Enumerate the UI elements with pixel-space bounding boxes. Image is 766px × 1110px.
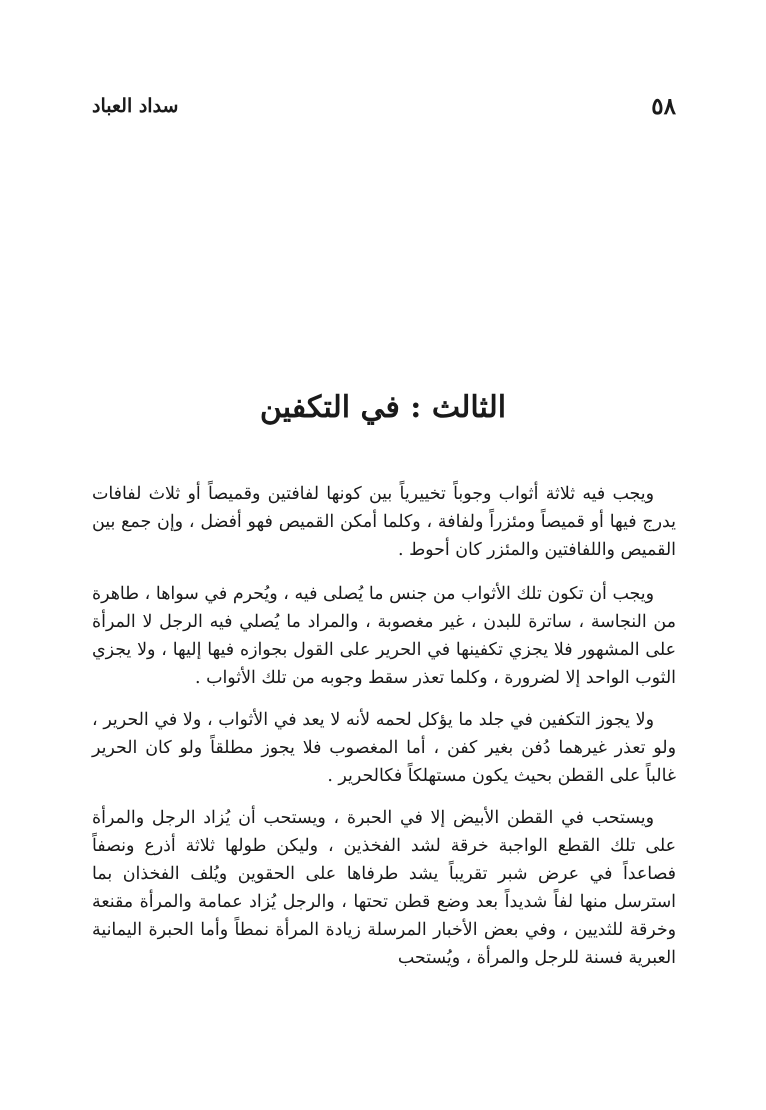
paragraph: ولا يجوز التكفين في جلد ما يؤكل لحمه لأنه لا يعد في الأثواب ، ولا في الحرير ، ولو تعذر غيرهما دُفن بغير كفن ، أما المغصوب فلا يجوز مطلقاً ولو كان الحرير غالباً على القطن بحيث يكون مستهلكاً فكالحرير . [92,710,676,786]
running-header [92,88,676,124]
paragraph: ويجب أن تكون تلك الأثواب من جنس ما يُصلى فيه ، ويُحرم في سواها ، طاهرة من النجاسة ، ساترة للبدن ، غير مغصوبة ، والمراد ما يُصلي فيه الرجل لا المرأة على المشهور فلا يجزي تكفينها في الحرير على القول بجوازه فيها إليها ، ولا يجزي الثوب الواحد إلا لضرورة ، وكلما تعذر سقط وجوبه من تلك الأثواب . [92,584,676,688]
paragraph: ويستحب في القطن الأبيض إلا في الحبرة ، ويستحب أن يُزاد الرجل والمرأة على تلك القطع الواجبة خرقة لشد الفخذين ، وليكن طولها ثلاثة أذرع ونصفاً فصاعداً في عرض شبر تقريباً يشد طرفاها على الحقوين ويُلف الفخذان بما استرسل منها لفاً شديداً بعد وضع قطن تحتها ، والرجل يُزاد عمامة والمرأة مقنعة وخرقة للثديين ، وفي بعض الأخبار المرسلة زيادة المرأة نمطاً وأما الحبرة اليمانية العبرية فسنة للرجل والمرأة ، ويُستحب [92,808,676,968]
body-text [92,480,676,986]
section-title: الثالث : في التكفين [259,390,507,425]
page-number: ٥٨ [651,92,676,120]
book-title: سداد العباد [92,95,179,117]
paragraph: ويجب فيه ثلاثة أثواب وجوباً تخييرياً بين كونها لفافتين وقميصاً أو ثلاث لفافات يدرج فيها أو قميصاً ومئزراً ولفافة ، وكلما أمكن القميص فهو أفضل ، وإن جمع بين القميص واللفافتين والمئزر كان أحوط . [92,484,676,560]
